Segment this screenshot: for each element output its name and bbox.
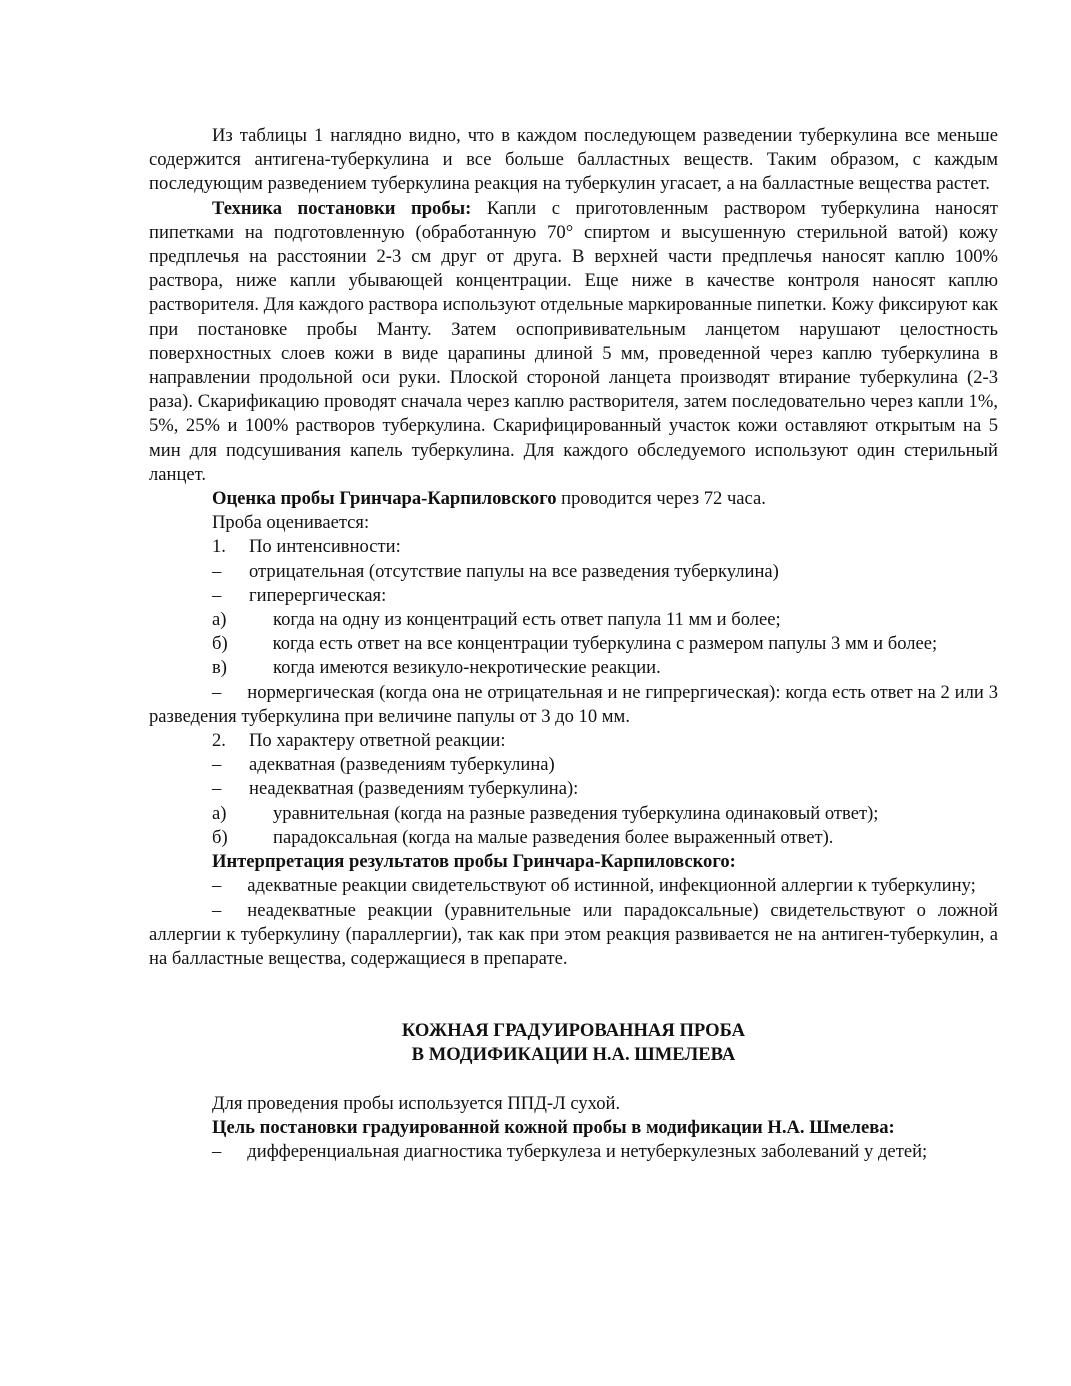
technique-text: Капли с приготовленным раствором туберкулина наносят пипетками на подготовленную (обработанную 70° спиртом и высушенную стерильной ватой) кожу предплечья на расстоянии 2-3 см друг от друга. В верхней части предплечья наносят каплю 100% раствора, ниже капли убывающей концентрации. Еще ниже в качестве контроля наносят каплю растворителя. Для каждого раствора используют отдельные маркированные пипетки. Кожу фиксируют как при постановке пробы Манту. Затем оспопрививательным ланцетом нарушают целостность поверхностных слоев кожи в виде царапины длиной 5 мм, проведенной через каплю туберкулина в направлении продольной оси руки. Плоской стороной ланцета производят втирание туберкулина (2-3 раза). Скарификацию проводят сначала через каплю растворителя, затем последовательно через капли 1%, 5%, 25% и 100% растворов туберкулина. Скарифицированный участок кожи оставляют открытым на 5 мин для подсушивания капель туберкулина. Для каждого обследуемого используют один стерильный ланцет. xyxy=(149,197,999,485)
list-item-text: парадоксальная (когда на малые разведения более выраженный ответ). xyxy=(273,826,834,848)
list-item-text: когда на одну из концентраций есть ответ папула 11 мм и более; xyxy=(273,609,781,631)
spacer xyxy=(149,1068,998,1092)
list-item-hyperergic xyxy=(149,584,998,608)
list-item-text: адекватные реакции свидетельствуют об истинной, инфекционной аллергии к туберкулину; xyxy=(247,875,976,897)
sub-marker: в) xyxy=(212,657,227,679)
list-subitem-b xyxy=(149,632,998,656)
technique-label: Техника постановки пробы: xyxy=(212,197,472,219)
section-intro: Для проведения пробы используется ППД-Л сухой. xyxy=(212,1092,621,1114)
list-item-text: уравнительная (когда на разные разведения туберкулина одинаковый ответ); xyxy=(273,802,879,824)
section-title xyxy=(149,1019,998,1067)
evaluation-label: Оценка пробы Гринчара-Карпиловского xyxy=(212,488,557,510)
list-item-inadequate xyxy=(149,777,998,801)
paragraph-technique xyxy=(149,197,998,487)
sub-marker: б) xyxy=(212,633,228,655)
list-item-adequate xyxy=(149,753,998,777)
paragraph-evaluation xyxy=(149,487,998,511)
dash-marker: – xyxy=(212,875,222,897)
list-item-text: когда имеются везикуло-некротические реакции. xyxy=(273,657,661,679)
list-subitem-v xyxy=(149,656,998,680)
list-subitem-a xyxy=(149,608,998,632)
section-title-line-2: В МОДИФИКАЦИИ Н.А. ШМЕЛЕВА xyxy=(411,1044,736,1066)
interpretation-item-2 xyxy=(149,899,998,972)
section-title-line-1: КОЖНАЯ ГРАДУИРОВАННАЯ ПРОБА xyxy=(401,1020,746,1042)
list-item-text: По интенсивности: xyxy=(249,536,401,558)
dash-marker: – xyxy=(212,1140,222,1162)
list-item-text: нормергическая (когда она не отрицательная и не гипрергическая): когда есть ответ на 2 или 3 разведения туберкулина при величине папулы от 3 до 10 мм. xyxy=(149,681,998,727)
list-subitem-a2 xyxy=(149,802,998,826)
list-item-text: отрицательная (отсутствие папулы на все разведения туберкулина) xyxy=(249,560,779,582)
list-item-negative xyxy=(149,560,998,584)
paragraph-intro: Из таблицы 1 наглядно видно, что в каждом последующем разведении туберкулина все меньше содержится антигена-туберкулина и все больше балластных веществ. Таким образом, с каждым последующим разведением туберкулина реакция на туберкулин угасает, а на балластные вещества растет. xyxy=(149,125,998,195)
list-item-text: неадекватная (разведениям туберкулина): xyxy=(249,778,579,800)
dash-marker: – xyxy=(212,560,222,582)
list-number: 1. xyxy=(212,536,226,558)
list-subitem-b2 xyxy=(149,826,998,850)
list-item-text: дифференциальная диагностика туберкулеза и нетуберкулезных заболеваний у детей; xyxy=(247,1140,928,1162)
list-item-text: По характеру ответной реакции: xyxy=(249,730,506,752)
dash-marker: – xyxy=(212,754,222,776)
dash-marker: – xyxy=(212,899,222,921)
sub-marker: а) xyxy=(212,609,227,631)
list-item-normergic xyxy=(149,681,998,729)
list-item-text: неадекватные реакции (уравнительные или парадоксальные) свидетельствуют о ложной аллергии к туберкулину (параллергии), так как при этом реакция развивается не на антиген-туберкулин, а на балластные вещества, содержащиеся в препарате. xyxy=(149,899,998,969)
list-item-text: гиперергическая: xyxy=(249,584,387,606)
list-item-text: адекватная (разведениям туберкулина) xyxy=(249,754,555,776)
document-page xyxy=(149,124,998,1164)
goal-heading: Цель постановки градуированной кожной пробы в модификации Н.А. Шмелева: xyxy=(212,1116,895,1138)
evaluation-intro: Проба оценивается: xyxy=(212,512,370,534)
sub-marker: б) xyxy=(212,826,228,848)
sub-marker: а) xyxy=(212,802,227,824)
list-item-character xyxy=(149,729,998,753)
list-number: 2. xyxy=(212,730,226,752)
dash-marker: – xyxy=(212,681,222,703)
goal-item-1 xyxy=(149,1140,998,1164)
list-item-text: когда есть ответ на все концентрации туберкулина с размером папулы 3 мм и более; xyxy=(272,633,938,655)
dash-marker: – xyxy=(212,584,222,606)
list-item-intensity xyxy=(149,535,998,559)
interpretation-heading: Интерпретация результатов пробы Гринчара-Карпиловского: xyxy=(212,851,736,873)
dash-marker: – xyxy=(212,778,222,800)
interpretation-item-1 xyxy=(149,874,998,898)
evaluation-text: проводится через 72 часа. xyxy=(556,488,766,510)
